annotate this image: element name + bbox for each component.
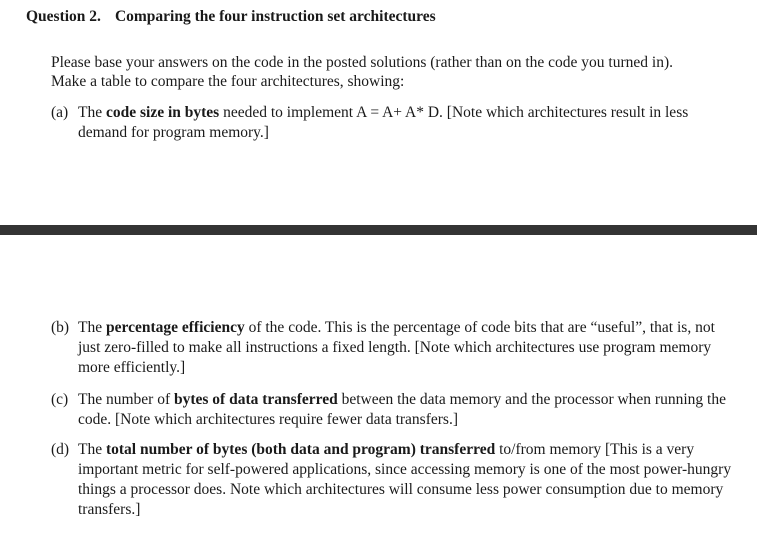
item-c bbox=[51, 390, 741, 430]
item-b-text bbox=[78, 318, 741, 378]
item-d bbox=[51, 440, 741, 520]
item-d-pre: The bbox=[78, 441, 106, 458]
item-d-label: (d) bbox=[51, 441, 70, 458]
item-b-pre: The bbox=[78, 319, 106, 336]
item-d-text bbox=[78, 440, 741, 520]
item-d-bold: total number of bytes (both data and program) transferred bbox=[105, 441, 496, 458]
item-b bbox=[51, 318, 741, 378]
question-number: Question 2. bbox=[26, 8, 101, 25]
item-a-label: (a) bbox=[51, 104, 69, 121]
item-b-label: (b) bbox=[51, 319, 70, 336]
item-c-text bbox=[78, 390, 741, 430]
intro-line-1: Please base your answers on the code in the posted solutions (rather than on the code you turned in). bbox=[51, 54, 673, 71]
question-title: Comparing the four instruction set architectures bbox=[114, 8, 436, 25]
item-a-pre: The bbox=[78, 104, 106, 121]
item-a-text bbox=[78, 103, 741, 143]
item-c-bold: bytes of data transferred bbox=[173, 391, 338, 408]
item-c-post: between the data memory and the processor when running the code. [Note which architectures require fewer data transfers.] bbox=[78, 391, 726, 428]
item-a-bold: code size in bytes bbox=[105, 104, 220, 121]
item-b-bold: percentage efficiency bbox=[105, 319, 245, 336]
item-b-post: of the code. This is the percentage of code bits that are “useful”, that is, not just zero-filled to make all instructions a fixed length. [Note which architectures use program memory more efficiently.] bbox=[78, 319, 715, 376]
item-a-post: needed to implement A = A+ A* D. [Note which architectures result in less demand for program memory.] bbox=[78, 104, 689, 141]
intro-line-2: Make a table to compare the four architectures, showing: bbox=[51, 73, 405, 90]
item-d-post: to/from memory [This is a very important metric for self-powered applications, since accessing memory is one of the most power-hungry things a processor does. Note which architectures will consume less power consumption due to memory transfers.] bbox=[78, 441, 732, 518]
item-c-pre: The number of bbox=[78, 391, 174, 408]
intro-paragraph bbox=[51, 53, 741, 91]
item-c-label: (c) bbox=[51, 391, 69, 408]
section-divider bbox=[0, 225, 757, 235]
question-heading bbox=[26, 8, 436, 26]
item-a bbox=[51, 103, 741, 143]
